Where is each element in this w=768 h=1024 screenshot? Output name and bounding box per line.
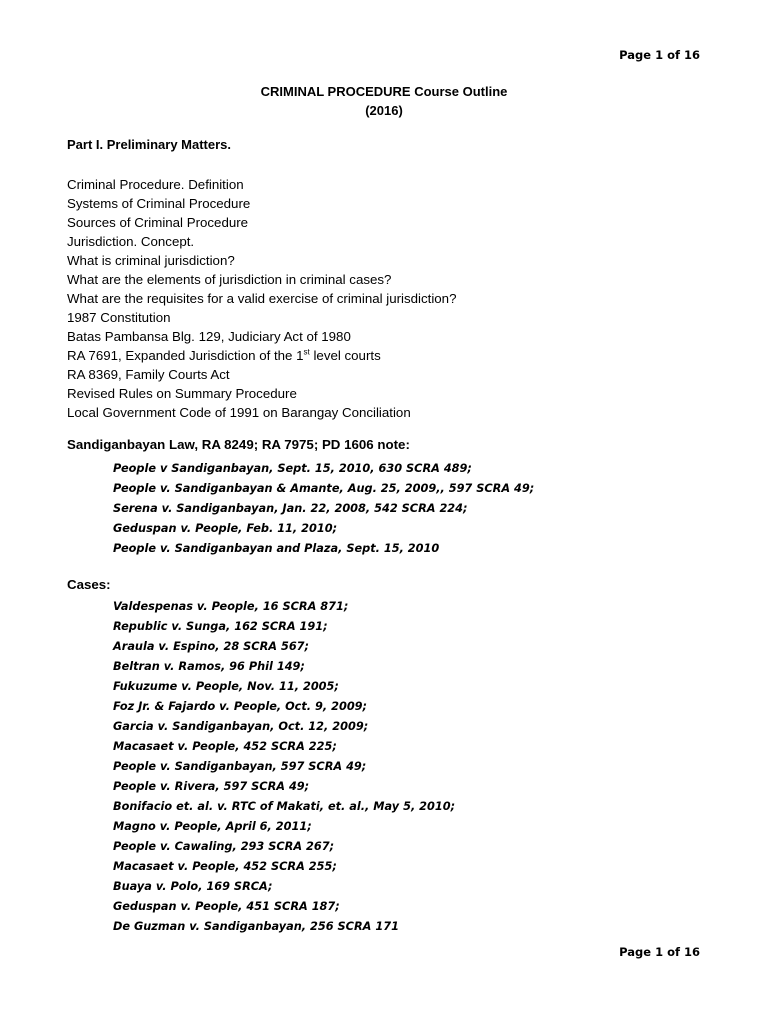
document-title (0, 82, 768, 120)
title-line-2: (2016) (365, 103, 403, 118)
topic-item: Batas Pambansa Blg. 129, Judiciary Act of 1980 (67, 329, 351, 344)
sandiganbayan-heading: Sandiganbayan Law, RA 8249; RA 7975; PD 1606 note: (67, 437, 410, 452)
topic-item: What are the elements of jurisdiction in criminal cases? (67, 272, 392, 287)
case-citation: People v. Rivera, 597 SCRA 49; (113, 780, 310, 793)
header-page-number: Page 1 of 16 (619, 48, 700, 62)
cases-heading: Cases: (67, 577, 111, 592)
topic-item: RA 8369, Family Courts Act (67, 367, 230, 382)
footer-page-number: Page 1 of 16 (619, 945, 700, 959)
case-citation: Beltran v. Ramos, 96 Phil 149; (113, 660, 305, 673)
topic-item: Criminal Procedure. Definition (67, 177, 244, 192)
case-citation: Macasaet v. People, 452 SCRA 225; (113, 740, 337, 753)
case-citation: Geduspan v. People, Feb. 11, 2010; (113, 522, 338, 535)
case-citation: De Guzman v. Sandiganbayan, 256 SCRA 171 (113, 920, 399, 933)
topic-item: Sources of Criminal Procedure (67, 215, 249, 230)
topic-text: RA 7691, Expanded Jurisdiction of the 1 (67, 348, 304, 363)
topic-item: Systems of Criminal Procedure (67, 196, 251, 211)
case-citation: Bonifacio et. al. v. RTC of Makati, et. al., May 5, 2010; (113, 800, 456, 813)
case-citation: Serena v. Sandiganbayan, Jan. 22, 2008, 542 SCRA 224; (113, 502, 468, 515)
ordinal-superscript: st (303, 347, 310, 357)
case-citation: Valdespenas v. People, 16 SCRA 871; (113, 600, 349, 613)
topic-item: Revised Rules on Summary Procedure (67, 386, 297, 401)
topic-item-ra7691 (67, 346, 456, 365)
topic-item: Local Government Code of 1991 on Barangay Conciliation (67, 405, 411, 420)
case-citation: Geduspan v. People, 451 SCRA 187; (113, 900, 340, 913)
title-line-1: CRIMINAL PROCEDURE Course Outline (260, 84, 508, 99)
case-citation: Buaya v. Polo, 169 SRCA; (113, 880, 273, 893)
topic-item: Jurisdiction. Concept. (67, 234, 195, 249)
case-citation: People v. Sandiganbayan, 597 SCRA 49; (113, 760, 367, 773)
case-citation: People v. Sandiganbayan & Amante, Aug. 25, 2009,, 597 SCRA 49; (113, 482, 535, 495)
case-citation: Republic v. Sunga, 162 SCRA 191; (113, 620, 328, 633)
topic-item: 1987 Constitution (67, 310, 171, 325)
topic-item: What is criminal jurisdiction? (67, 253, 235, 268)
topic-item: What are the requisites for a valid exercise of criminal jurisdiction? (67, 291, 457, 306)
case-citation: Garcia v. Sandiganbayan, Oct. 12, 2009; (113, 720, 369, 733)
case-citation: Araula v. Espino, 28 SCRA 567; (113, 640, 310, 653)
case-citation: Fukuzume v. People, Nov. 11, 2005; (113, 680, 339, 693)
case-citation: Foz Jr. & Fajardo v. People, Oct. 9, 2009; (113, 700, 368, 713)
case-citation: Macasaet v. People, 452 SCRA 255; (113, 860, 337, 873)
topic-text-rest: level courts (309, 348, 381, 363)
cases-list (113, 597, 455, 937)
part-heading: Part I. Preliminary Matters. (67, 137, 232, 152)
topic-list (67, 175, 456, 422)
case-citation: People v. Sandiganbayan and Plaza, Sept. 15, 2010 (113, 542, 440, 555)
case-citation: People v. Cawaling, 293 SCRA 267; (113, 840, 335, 853)
case-citation: People v Sandiganbayan, Sept. 15, 2010, 630 SCRA 489; (113, 462, 472, 475)
sandiganbayan-case-list (113, 459, 534, 559)
case-citation: Magno v. People, April 6, 2011; (113, 820, 312, 833)
